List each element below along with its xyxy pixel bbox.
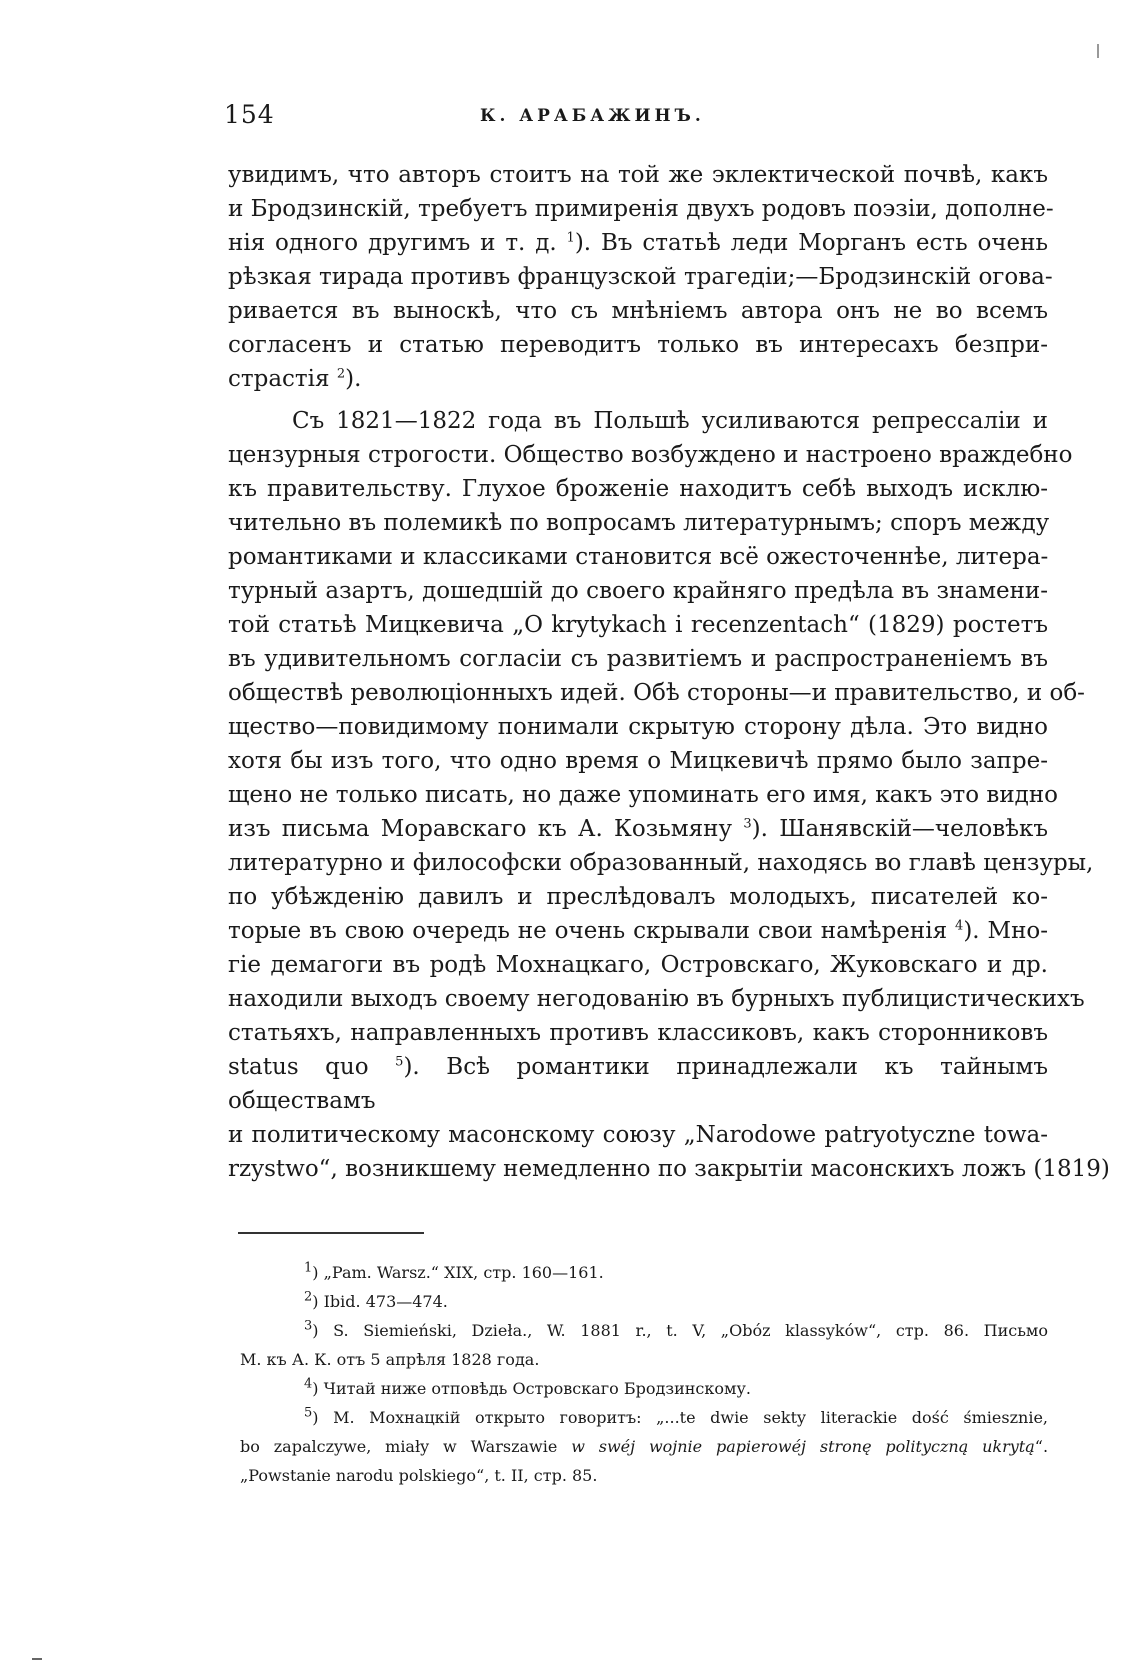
footnote-3-cont: М. къ А. К. отъ 5 апрѣля 1828 года. xyxy=(240,1350,540,1369)
text-line: Съ 1821—1822 года въ Польшѣ усиливаются репрессаліи и xyxy=(292,408,1048,434)
text-line: въ удивительномъ согласіи съ развитіемъ и распространеніемъ въ xyxy=(228,646,1048,672)
footnote-1: $^1$) „Pam. Warsz.“ XIX, стр. 160—161. xyxy=(304,1260,604,1282)
footnote-ref[interactable]: 4 xyxy=(955,918,964,934)
text-line: гіе демагоги въ родѣ Мохнацкаго, Островскаго, Жуковскаго и др. xyxy=(228,952,1048,978)
text-line: торые въ свою очередь не очень скрывали свои намѣренія $^4$). Мно- xyxy=(228,918,1049,944)
text-line: хотя бы изъ того, что одно время о Мицкевичѣ прямо было запре- xyxy=(228,748,1048,774)
text-line: по убѣжденію давилъ и преслѣдовалъ молодыхъ, писателей ко- xyxy=(228,884,1048,910)
footnote-5-cont: „Powstanie narodu polskiego“, t. II, стр. 85. xyxy=(240,1466,598,1485)
text-line: статьяхъ, направленныхъ противъ классиковъ, какъ сторонниковъ xyxy=(228,1020,1048,1046)
footnote-4: $^4$) Читай ниже отповѣдь Островскаго Бродзинскому. xyxy=(304,1376,751,1398)
text-line: и политическому масонскому союзу „Narodowe patryotyczne towa- xyxy=(228,1122,1048,1148)
text-line: нія одного другимъ и т. д. $^1$). Въ статьѣ леди Морганъ есть очень xyxy=(228,230,1048,256)
text-line: щено не только писать, но даже упоминать его имя, какъ это видно xyxy=(228,782,1059,808)
footnote-ref[interactable]: 2 xyxy=(336,366,346,382)
text-line: увидимъ, что авторъ стоитъ на той же эклектической почвѣ, какъ xyxy=(228,162,1048,188)
text-line: чительно въ полемикѣ по вопросамъ литературнымъ; споръ между xyxy=(228,510,1050,536)
text-line: щество—повидимому понимали скрытую сторону дѣла. Это видно xyxy=(228,714,1048,740)
body-text xyxy=(228,158,1110,1186)
footnote-divider xyxy=(238,1232,424,1234)
text-line: страстія $^2$). xyxy=(228,366,362,392)
text-line: рѣзкая тирада противъ французской трагедіи;—Бродзинскій огова- xyxy=(228,264,1053,290)
text-line: литературно и философски образованный, находясь во главѣ цензуры, xyxy=(228,850,1094,876)
text-line: находили выходъ своему негодованію въ бурныхъ публицистическихъ xyxy=(228,986,1085,1012)
text-line: обществѣ революціонныхъ идей. Обѣ стороны—и правительство, и об- xyxy=(228,680,1085,706)
footnote-ref[interactable]: 1 xyxy=(566,230,575,246)
scan-mark xyxy=(1097,44,1099,58)
footnote-3: $^3$) S. Siemieński, Dzieła., W. 1881 r., t. V, „Obóz klassyków“, стр. 86. Письмо xyxy=(304,1318,1048,1340)
text-line: изъ письма Моравскаго къ А. Козьмяну $^3$). Шанявскій—человѣкъ xyxy=(228,816,1049,842)
footnote-5-cont: bo zapalczywe, miały w Warszawie w swéj wojnie papierowéj stronę polityczną ukrytą“. xyxy=(240,1437,1049,1456)
footnote-2: $^2$) Ibid. 473—474. xyxy=(304,1289,448,1311)
text-line: ривается въ выноскѣ, что съ мнѣніемъ автора онъ не во всемъ xyxy=(228,298,1048,324)
text-line: той статьѣ Мицкевича „O krytykach i recenzentach“ (1829) ростетъ xyxy=(228,612,1048,638)
footnotes xyxy=(240,1258,1048,1490)
footnote-ref[interactable]: 3 xyxy=(743,816,752,832)
running-head: К. АРАБАЖИНЪ. xyxy=(480,106,705,126)
footnote-ref[interactable]: 5 xyxy=(395,1054,404,1070)
text-line: турный азартъ, дошедшій до своего крайняго предѣла въ знамени- xyxy=(228,578,1048,604)
text-line: романтиками и классиками становится всё ожесточеннѣе, литера- xyxy=(228,544,1049,570)
text-line: согласенъ и статью переводитъ только въ интересахъ безпри- xyxy=(228,332,1048,358)
footnote-5: $^5$) М. Мохнацкій открыто говоритъ: „...te dwie sekty literackie dość śmiesznie, xyxy=(304,1405,1048,1427)
text-line: къ правительству. Глухое броженіе находитъ себѣ выходъ исклю- xyxy=(228,476,1048,502)
page-number: 154 xyxy=(224,100,275,129)
text-line: rzystwo“, возникшему немедленно по закрытіи масонскихъ ложъ (1819) xyxy=(228,1156,1110,1182)
scan-mark xyxy=(32,1658,42,1660)
text-line: и Бродзинскій, требуетъ примиренія двухъ родовъ поэзіи, дополне- xyxy=(228,196,1054,222)
text-line: status quo $^5$). Всѣ романтики принадлежали къ тайнымъ обществамъ xyxy=(228,1054,1049,1114)
text-line: цензурныя строгости. Общество возбуждено и настроено враждебно xyxy=(228,442,1073,468)
